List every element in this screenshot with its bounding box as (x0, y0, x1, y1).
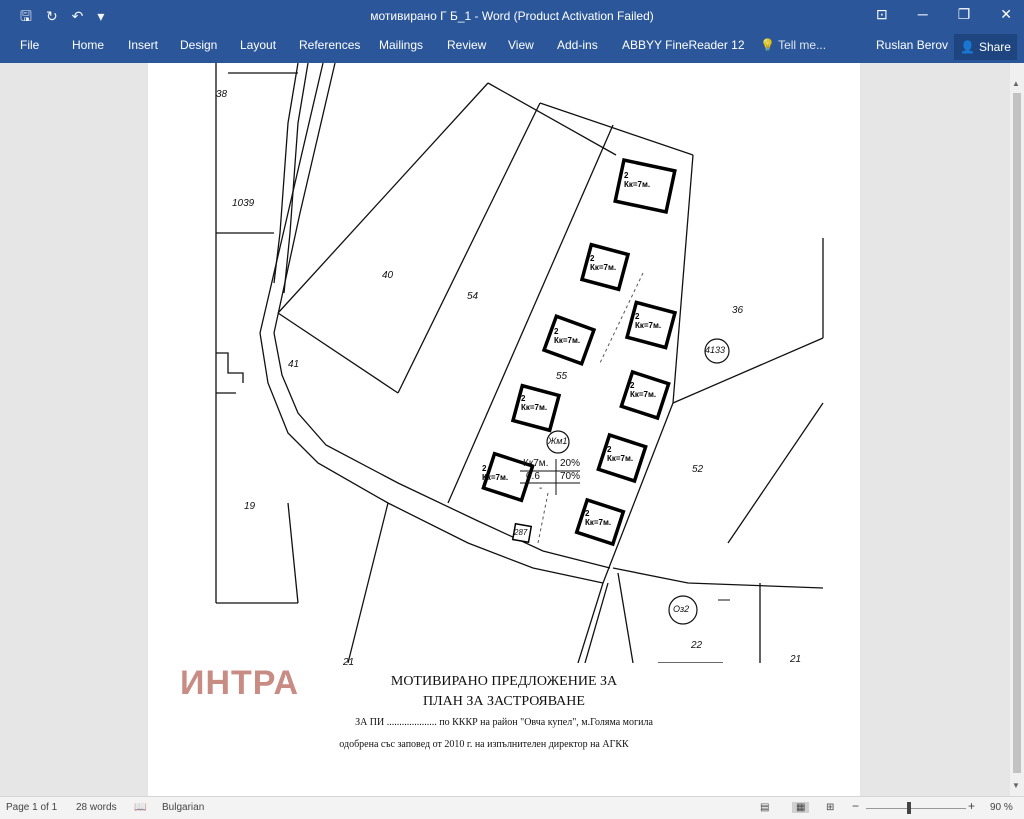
building-height: Кк=7м. (635, 321, 662, 330)
vertical-scrollbar[interactable] (1010, 63, 1024, 796)
caption-title-line-1: МОТИВИРАНО ПРЕДЛОЖЕНИЕ ЗА (390, 674, 618, 689)
scroll-down-icon[interactable]: ▼ (1012, 781, 1020, 790)
building-label (554, 327, 580, 345)
document-area (0, 63, 1010, 796)
caption-title-line-2: ПЛАН ЗА ЗАСТРОЯВАНЕ (423, 694, 585, 709)
tab-add-ins[interactable]: Add-ins (557, 38, 598, 52)
tab-mailings[interactable]: Mailings (379, 38, 424, 52)
building-label (482, 464, 508, 482)
language[interactable]: Bulgarian (162, 802, 205, 813)
parcel-number: 54 (467, 291, 479, 302)
zoom-out-icon[interactable]: − (852, 799, 860, 813)
document-page[interactable] (148, 63, 860, 796)
redo-icon[interactable]: ↻ (45, 8, 58, 24)
building-label (607, 445, 633, 463)
regulation-density: 20% (560, 458, 581, 469)
regulation-dash: - (539, 483, 543, 494)
ribbon-tabs (0, 33, 1024, 63)
building-number: 2 (585, 509, 590, 518)
web-layout-icon[interactable]: ⊞ (826, 802, 835, 813)
read-mode-icon[interactable]: ▤ (760, 802, 770, 813)
parcel-number: 287 (514, 528, 528, 537)
person-icon: 👤 (960, 40, 975, 54)
zoom-in-icon[interactable]: + (968, 799, 976, 813)
zoom-level[interactable]: 90 % (990, 802, 1013, 813)
scrollbar-thumb[interactable] (1013, 93, 1021, 773)
proofing-icon[interactable]: 📖 (134, 802, 147, 813)
tab-view[interactable]: View (508, 38, 534, 52)
window-controls (876, 6, 1012, 23)
building-label (630, 381, 656, 399)
ribbon-display-options-icon[interactable]: ⊡ (876, 6, 888, 22)
zoom-slider-thumb[interactable] (907, 802, 911, 814)
tab-layout[interactable]: Layout (240, 38, 277, 52)
zone-label: Жм1 (548, 436, 568, 446)
parcel-number: 38 (216, 89, 228, 100)
building-height: Кк=7м. (630, 390, 657, 399)
customize-qat-button[interactable]: ▾ (97, 8, 105, 24)
caption-line-2: одобрена със заповед от 2010 г. на изпълнителен директор на АГКК (339, 739, 629, 750)
page-count[interactable]: Page 1 of 1 (6, 802, 58, 813)
parcel-number: 55 (556, 371, 568, 382)
status-bar (0, 796, 1024, 819)
minimize-icon[interactable]: ─ (917, 6, 928, 22)
parcel-number: 52 (692, 464, 704, 475)
building-number: 2 (521, 394, 526, 403)
building-number: 2 (635, 312, 640, 321)
window-title: мотивирано Г Б_1 - Word (Product Activation Failed) (370, 9, 654, 23)
tab-home[interactable]: Home (72, 38, 105, 52)
building-label (521, 394, 547, 412)
regulation-height: Кк7м. (523, 458, 549, 469)
tell-me-label: Tell me... (778, 38, 827, 52)
building-height: Кк=7м. (585, 518, 612, 527)
parcel-number: 4133 (705, 345, 726, 355)
user-name[interactable]: Ruslan Berov (876, 38, 949, 52)
title-bar (0, 0, 1024, 33)
building-number: 2 (624, 171, 629, 180)
building-height: Кк=7м. (607, 454, 634, 463)
building-height: Кк=7м. (590, 263, 617, 272)
parcel-number: 41 (288, 359, 300, 370)
building-number: 2 (482, 464, 487, 473)
parcel-number: 40 (382, 270, 394, 281)
scroll-up-icon[interactable]: ▲ (1012, 79, 1020, 88)
intra-watermark: ИНТРА (180, 664, 300, 702)
parcel-number: 19 (244, 501, 256, 512)
word-count[interactable]: 28 words (76, 802, 117, 813)
tab-design[interactable]: Design (180, 38, 218, 52)
cadastral-map (148, 63, 860, 663)
tab-abbyy[interactable]: ABBYY FineReader 12 (622, 38, 745, 52)
caption-line-1: ЗА ПИ .................... по КККР на район "Овча купел", м.Голяма могила (355, 717, 653, 728)
tab-review[interactable]: Review (447, 38, 487, 52)
parcel-number: 21 (343, 657, 355, 668)
regulation-kint: 0.6 (526, 471, 540, 482)
save-icon[interactable]: 🖫 (20, 8, 32, 24)
building-number: 2 (630, 381, 635, 390)
building-height: Кк=7м. (482, 473, 509, 482)
building-number: 2 (607, 445, 612, 454)
building-number: 2 (554, 327, 559, 336)
tell-me-box[interactable] (760, 38, 826, 52)
share-button[interactable] (954, 34, 1017, 60)
building-height: Кк=7м. (521, 403, 548, 412)
parcel-number: 21 (790, 654, 802, 665)
undo-icon[interactable]: ↶ (71, 8, 84, 24)
building-label (624, 171, 650, 189)
lightbulb-icon: 💡 (760, 38, 775, 52)
parcel-number: 22 (691, 640, 703, 651)
restore-icon[interactable]: ❐ (957, 6, 971, 22)
zone-label: Оз2 (673, 604, 690, 614)
parcel-number: 1039 (232, 198, 255, 209)
regulation-green: 70% (560, 471, 581, 482)
tab-file[interactable]: File (20, 38, 40, 52)
building-height: Кк=7м. (554, 336, 581, 345)
building-label (590, 254, 616, 272)
building-label (635, 312, 661, 330)
building-label (585, 509, 611, 527)
building-height: Кк=7м. (624, 180, 651, 189)
zoom-slider-track[interactable] (866, 808, 966, 809)
building-number: 2 (590, 254, 595, 263)
close-icon[interactable]: ✕ (1000, 6, 1012, 22)
print-layout-icon[interactable]: ▦ (792, 802, 809, 813)
share-label: Share (978, 40, 1011, 54)
tab-insert[interactable]: Insert (128, 38, 159, 52)
tab-references[interactable]: References (299, 38, 361, 52)
parcel-number: 36 (732, 305, 744, 316)
